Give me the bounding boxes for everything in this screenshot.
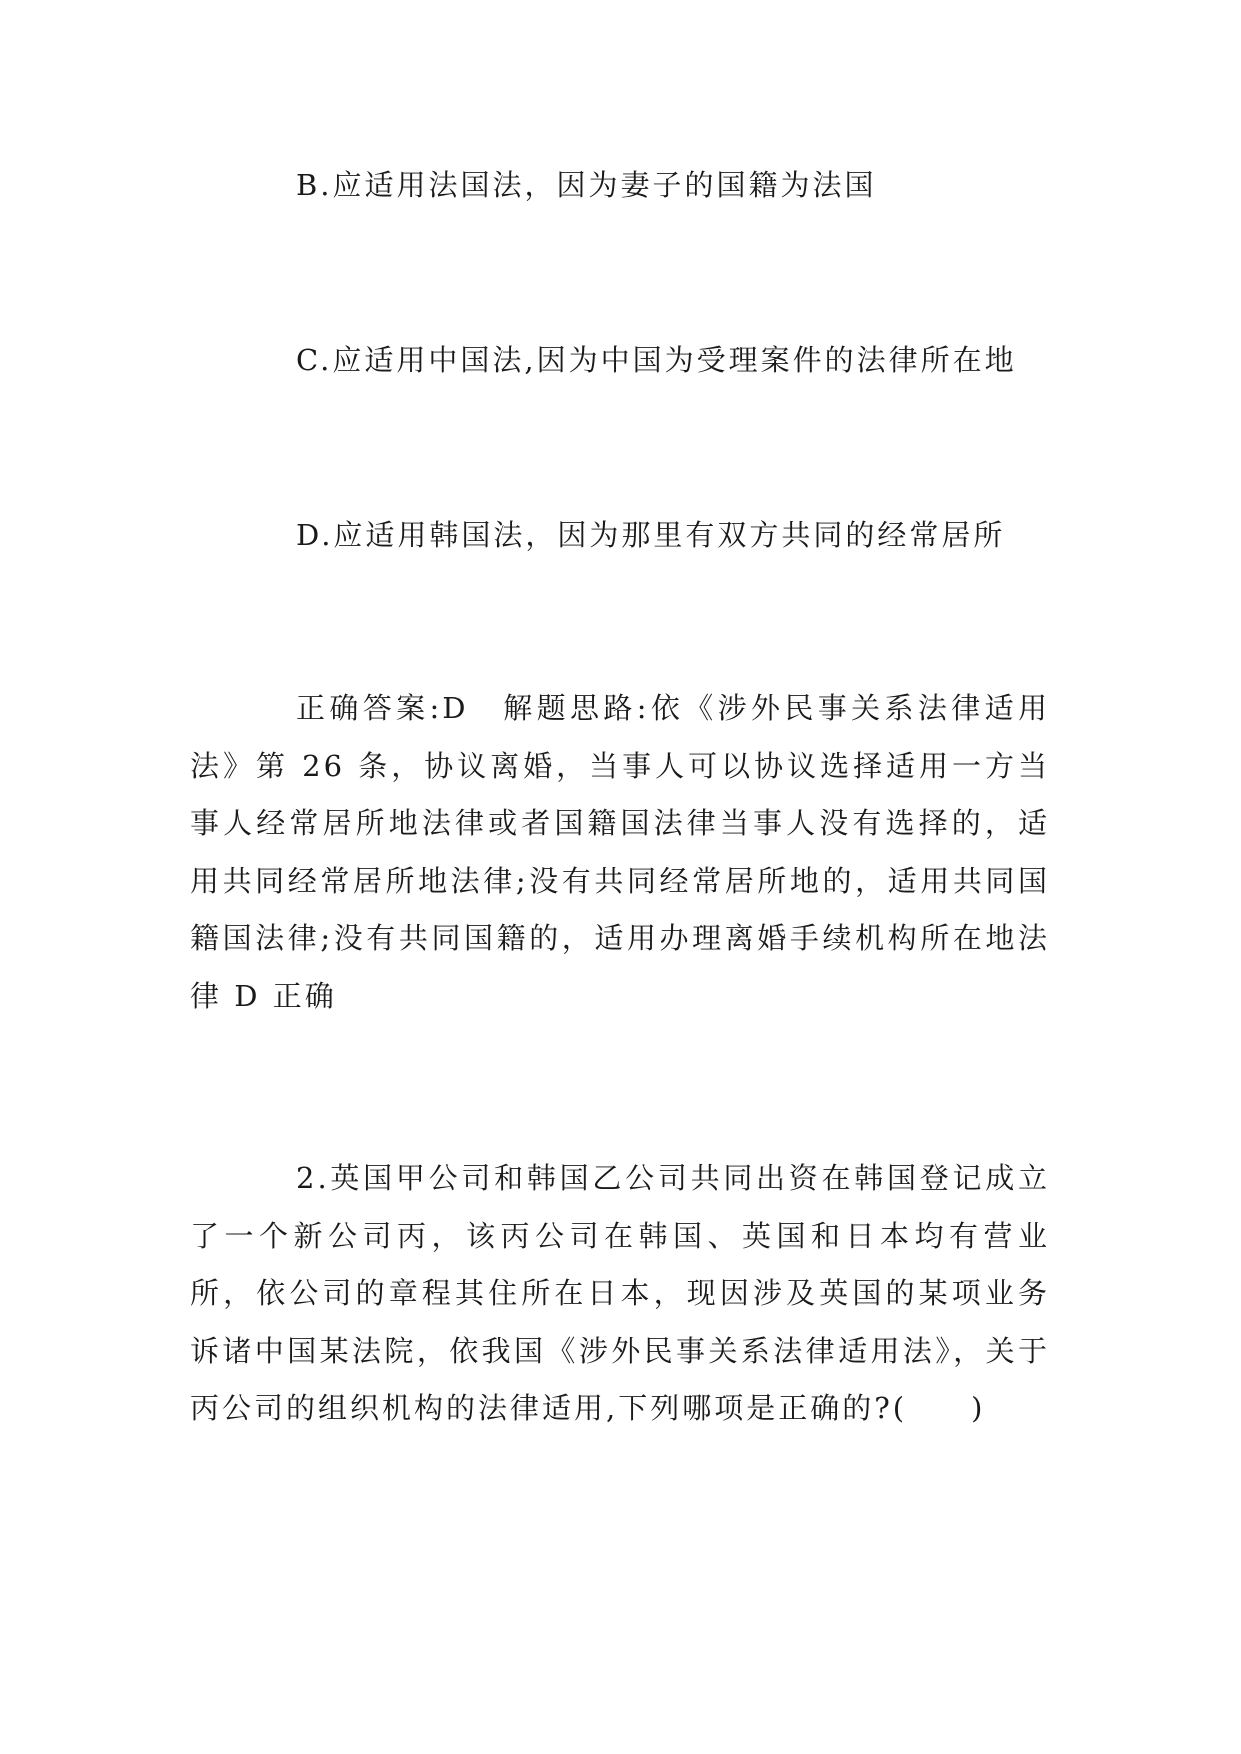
option-c: C.应适用中国法,因为中国为受理案件的法律所在地 [296,343,1017,377]
question-2: 2.英国甲公司和韩国乙公司共同出资在韩国登记成立了一个新公司丙，该丙公司在韩国、英国和日本均有营业所，依公司的章程其住所在日本，现因涉及英国的某项业务诉诸中国某法院，依我国《涉外民事关系法律适用法》，关于丙公司的组织机构的法律适用,下列哪项是正确的?( ) [190,1161,1050,1425]
answer-explanation: 正确答案:D 解题思路:依《涉外民事关系法律适用法》第 26 条，协议离婚，当事人可以协议选择适用一方当事人经常居所地法律或者国籍国法律当事人没有选择的，适用共同经常居所地法律;没有共同经常居所地的，适用共同国籍国法律;没有共同国籍的，适用办理离婚手续机构所在地法律 D 正确 [190,691,1050,1013]
option-d: D.应适用韩国法，因为那里有双方共同的经常居所 [296,518,1006,552]
option-b: B.应适用法国法，因为妻子的国籍为法国 [296,168,877,202]
